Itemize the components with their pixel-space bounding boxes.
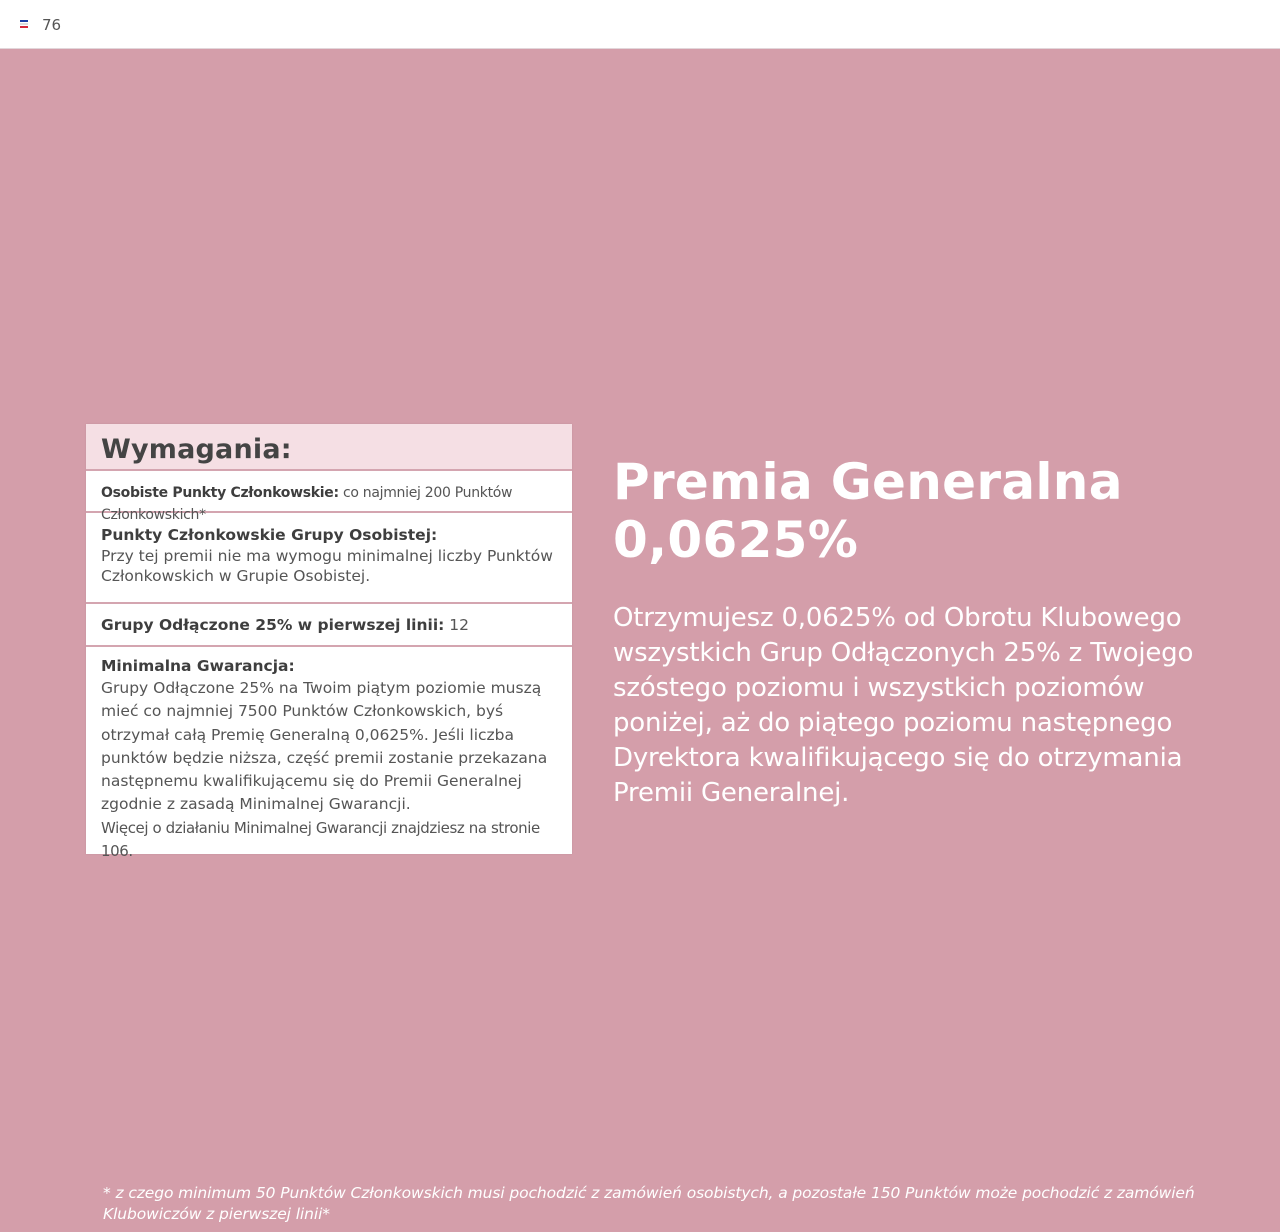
requirement-group-points <box>86 513 572 604</box>
requirement-text: co najmniej 200 Punktów Członkowskich* <box>101 485 513 523</box>
requirements-heading: Wymagania: <box>86 424 572 471</box>
bonus-title-name: Premia Generalna <box>613 453 1123 511</box>
bonus-title <box>613 453 1233 569</box>
flag-icon[interactable] <box>20 20 28 28</box>
requirement-text: Przy tej premii nie ma wymogu minimalnej liczby Punktów Członkowskich w Grupie Osobistej. <box>101 547 553 585</box>
page-canvas <box>0 49 1280 1232</box>
requirement-label: Punkty Członkowskie Grupy Osobistej: <box>101 526 438 544</box>
top-bar <box>0 0 1280 49</box>
page-number: 76 <box>42 16 62 34</box>
requirement-minimum-guarantee <box>86 647 572 861</box>
footnote: * z czego minimum 50 Punktów Członkowskich musi pochodzić z zamówień osobistych, a pozostałe 150 Punktów może pochodzić z zamówień Klubowiczów z pierwszej linii* <box>103 1184 1195 1223</box>
requirement-text: Grupy Odłączone 25% na Twoim piątym poziomie muszą mieć co najmniej 7500 Punktów Członkowskich, byś otrzymał całą Premię Generalną 0,0625%. Jeśli liczba punktów będzie niższa, część premii zostanie przekazana następnemu kwalifikującemu się do Premii Generalnej zgodnie z zasadą Minimalnej Gwarancji. <box>101 679 548 814</box>
requirement-label: Osobiste Punkty Członkowskie: <box>101 485 339 501</box>
requirement-detached-groups <box>86 604 572 647</box>
requirement-text: 12 <box>444 616 469 634</box>
bonus-title-rate: 0,0625% <box>613 511 859 569</box>
requirement-label: Minimalna Gwarancja: <box>101 657 295 675</box>
requirement-label: Grupy Odłączone 25% w pierwszej linii: <box>101 616 445 634</box>
bonus-description: Otrzymujesz 0,0625% od Obrotu Klubowego wszystkich Grup Odłączonych 25% z Twojego szóstego poziomu i wszystkich poziomów poniżej, aż do piątego poziomu następnego Dyrektora kwalifikującego się do otrzymania Premii Generalnej. <box>613 603 1194 808</box>
requirement-more-info: Więcej o działaniu Minimalnej Gwarancji znajdziesz na stronie 106. <box>101 818 540 861</box>
requirements-box <box>86 424 572 861</box>
requirement-personal-points <box>86 471 572 523</box>
